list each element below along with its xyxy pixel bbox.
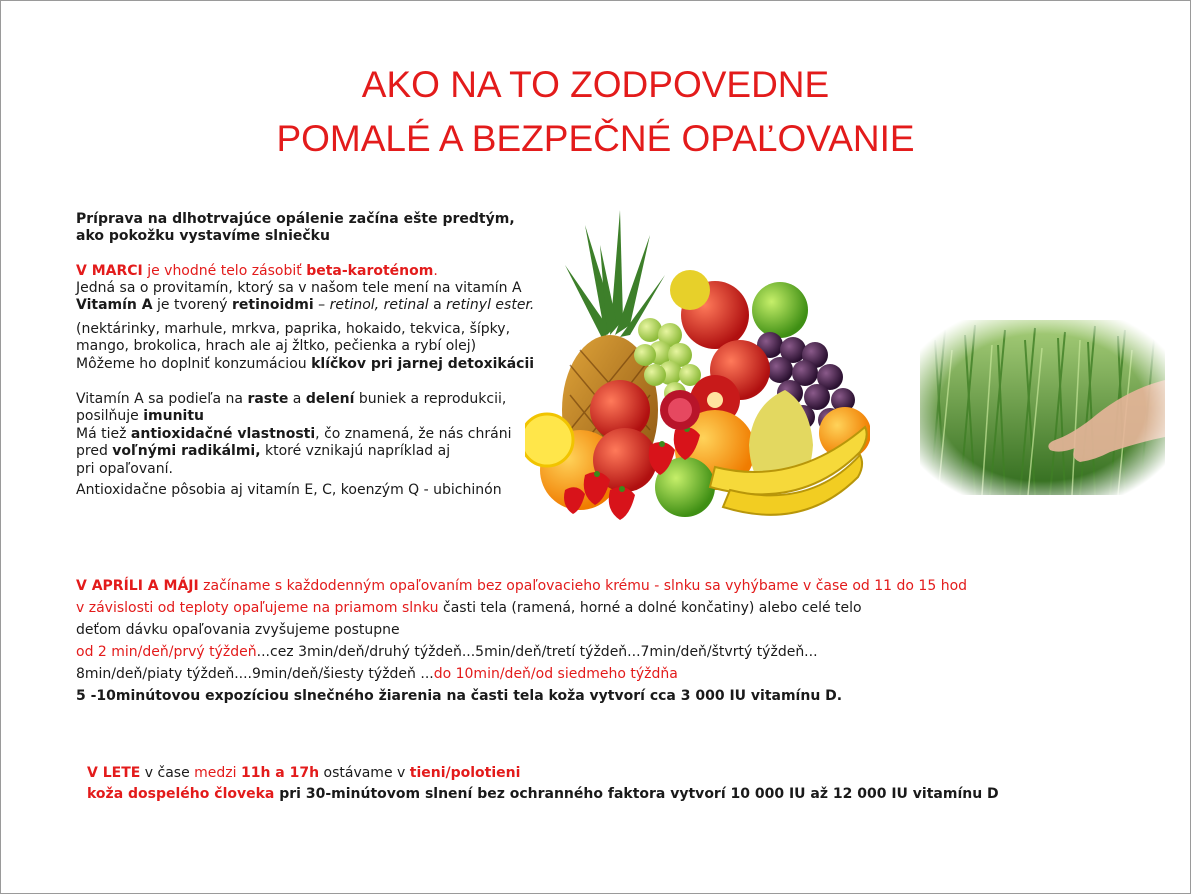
p5b: ktoré vznikajú napríklad aj bbox=[260, 443, 451, 459]
march-l6a: Môžeme ho doplniť konzumáciou bbox=[76, 356, 312, 372]
summer-l2b: pri 30-minútovom slnení bez ochranného faktora vytvorí 10 000 IU až 12 000 IU vitamínu D bbox=[274, 786, 999, 802]
fruit-basket-image bbox=[525, 205, 870, 520]
p3a: posilňuje bbox=[76, 408, 144, 424]
march-foods-2: mango, brokolica, hrach ale aj žltko, pečienka a rybí olej) bbox=[76, 338, 477, 354]
summer-tien: tieni/polotieni bbox=[409, 765, 521, 781]
summer-l2a: koža dospelého človeka bbox=[87, 786, 275, 802]
march-text: je vhodné telo zásobiť bbox=[142, 263, 307, 279]
april-line-3: deťom dávku opaľovania zvyšujeme postupne bbox=[76, 622, 400, 638]
april-l5a: 8min/deň/piaty týždeň....9min/deň/šiesty týždeň ... bbox=[76, 666, 434, 682]
retinoidmi: retinoidmi bbox=[232, 297, 314, 313]
march-lead: V MARCI bbox=[76, 263, 143, 279]
grass-image bbox=[920, 320, 1165, 495]
volne-radikaly: voľnými radikálmi, bbox=[112, 443, 261, 459]
beta-karoten: beta-karoténom bbox=[306, 263, 434, 279]
april-line-6: 5 -10minútovou expozíciou slnečného žiarenia na časti tela koža vytvorí cca 3 000 IU vitamínu D. bbox=[76, 688, 843, 704]
april-l4a: od 2 min/deň/prvý týždeň bbox=[76, 644, 257, 660]
april-line-2 bbox=[76, 600, 862, 617]
klickov: klíčkov pri jarnej detoxikácii bbox=[311, 356, 535, 372]
p2b: a bbox=[288, 391, 306, 407]
vita-line-5: pri opaľovaní. bbox=[76, 461, 173, 477]
april-line-4 bbox=[76, 644, 818, 661]
intro-line-2: ako pokožku vystavíme slniečku bbox=[76, 228, 330, 244]
vitamin-a: Vitamín A bbox=[76, 297, 153, 313]
april-l1: začíname s každodenným opaľovaním bez opaľovacieho krému - slnku sa vyhýbame v čase od 11 do 15 hod bbox=[198, 578, 968, 594]
summer-lead: V LETE bbox=[87, 765, 141, 781]
summer-line-1 bbox=[87, 765, 520, 782]
deleni: delení bbox=[305, 391, 355, 407]
title-line-2: POMALÉ A BEZPEČNÉ OPAĽOVANIE bbox=[276, 118, 915, 159]
april-line-5 bbox=[76, 666, 678, 683]
april-lead: V APRÍLI A MÁJI bbox=[76, 578, 199, 594]
april-l2a: v závislosti od teploty opaľujeme na priamom slnku bbox=[76, 600, 439, 616]
antiox: antioxidačné vlastnosti bbox=[130, 426, 316, 442]
vita-line-2 bbox=[76, 408, 204, 425]
march-dot: . bbox=[433, 263, 438, 279]
raste: raste bbox=[247, 391, 289, 407]
intro-line-1: Príprava na dlhotrvajúce opálenie začína ešte predtým, bbox=[76, 211, 515, 227]
march-line-3 bbox=[76, 297, 534, 314]
march-line-6 bbox=[76, 356, 534, 373]
p2c: buniek a reprodukcii, bbox=[354, 391, 507, 407]
summer-t2: ostávame v bbox=[319, 765, 410, 781]
retinyl: retinyl ester. bbox=[446, 297, 535, 313]
april-line-1 bbox=[76, 578, 967, 595]
vita-line-1 bbox=[76, 391, 506, 408]
dash: – bbox=[313, 297, 330, 313]
summer-line-2 bbox=[87, 786, 999, 803]
march-line-1 bbox=[76, 263, 438, 280]
retinol: retinol, retinal bbox=[329, 297, 429, 313]
vita-line-3 bbox=[76, 426, 511, 443]
p5a: pred bbox=[76, 443, 113, 459]
and: a bbox=[428, 297, 447, 313]
p4b: , čo znamená, že nás chráni bbox=[315, 426, 512, 442]
vita-line-6: Antioxidačne pôsobia aj vitamín E, C, koenzým Q - ubichinón bbox=[76, 482, 502, 498]
imunitu: imunitu bbox=[143, 408, 205, 424]
march-t3: je tvorený bbox=[152, 297, 233, 313]
summer-hours: 11h a 17h bbox=[240, 765, 320, 781]
summer-t1: v čase bbox=[140, 765, 195, 781]
april-l2b: časti tela (ramená, horné a dolné končatiny) alebo celé telo bbox=[438, 600, 862, 616]
summer-medzi: medzi bbox=[194, 765, 241, 781]
march-line-2: Jedná sa o provitamín, ktorý sa v našom tele mení na vitamín A bbox=[76, 280, 522, 296]
march-foods-1: (nektárinky, marhule, mrkva, paprika, hokaido, tekvica, šípky, bbox=[76, 321, 511, 337]
vita-line-4 bbox=[76, 443, 450, 460]
april-l5b: do 10min/deň/od siedmeho týždňa bbox=[433, 666, 678, 682]
april-l4b: ...cez 3min/deň/druhý týždeň...5min/deň/tretí týždeň...7min/deň/štvrtý týždeň... bbox=[256, 644, 818, 660]
title-line-1: AKO NA TO ZODPOVEDNE bbox=[361, 64, 830, 105]
p2a: Vitamín A sa podieľa na bbox=[76, 391, 248, 407]
p4a: Má tiež bbox=[76, 426, 131, 442]
